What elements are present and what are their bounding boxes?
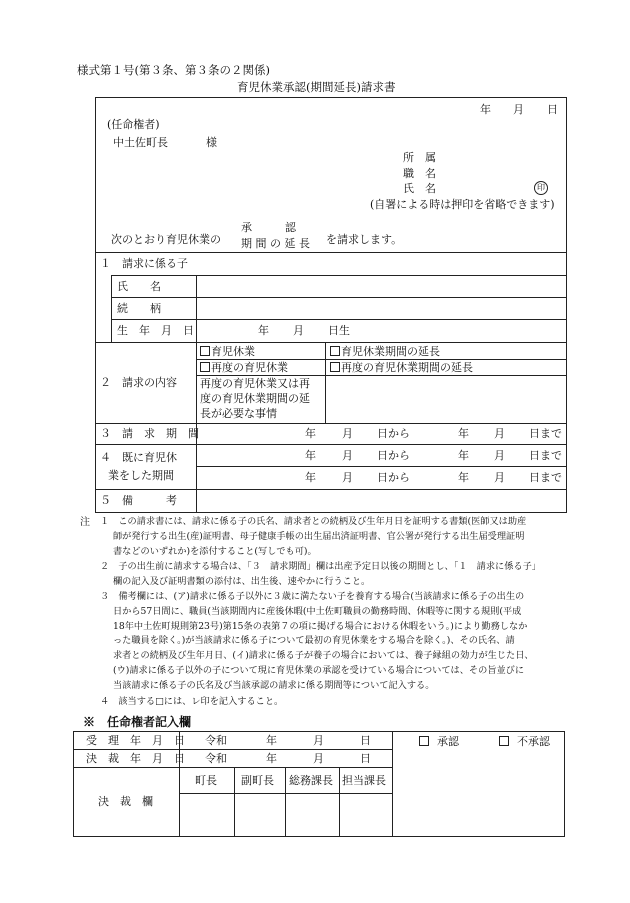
past-period1-from-month: 月 [342, 449, 353, 462]
past-period1-from-day: 日から [377, 449, 410, 462]
decision-day-unit: 日 [360, 752, 371, 765]
past-period2-from-day: 日から [377, 471, 410, 484]
reason-label-line1: 再度の育児休業又は再 [200, 377, 310, 390]
section1-title: １ 請求に係る子 [100, 257, 188, 270]
period-to-day: 日まで [529, 427, 562, 440]
past-period2-to-day: 日まで [529, 471, 562, 484]
disapprove-option[interactable]: 不承認 [499, 736, 550, 747]
dob-day-unit: 日生 [328, 324, 350, 337]
checkbox-icon [419, 736, 429, 746]
period-from-year: 年 [305, 427, 316, 440]
decision-era: 令和 [205, 752, 227, 765]
checkbox-icon [200, 362, 210, 372]
past-period1-from-year: 年 [305, 449, 316, 462]
checkbox-icon [200, 346, 210, 356]
section5-title: ５ 備 考 [100, 494, 177, 507]
period-from-month: 月 [342, 427, 353, 440]
decision-date-label: 決 裁 年 月 日 [86, 752, 185, 765]
past-period1-to-day: 日まで [529, 449, 562, 462]
note-4: ４ 該当する□には、レ印を記入すること。 [100, 696, 284, 707]
date-year-label: 年 [480, 103, 491, 116]
date-day-label: 日 [547, 103, 558, 116]
seal-mark: 印 [534, 181, 548, 195]
authority-section-title: ※ 任命権者記入欄 [83, 715, 192, 729]
section3-title: ３ 請 求 期 間 [100, 427, 199, 440]
date-month-label: 月 [513, 103, 524, 116]
section2-title: ２ 請求の内容 [100, 376, 177, 389]
decision-year-unit: 年 [266, 752, 277, 765]
signoff-deputy-mayor: 副町長 [241, 774, 274, 787]
job-title-label: 職 名 [403, 167, 436, 180]
past-period2-from-year: 年 [305, 471, 316, 484]
signoff-department-head: 担当課長 [342, 774, 386, 787]
past-period1-to-year: 年 [458, 449, 469, 462]
receipt-month-unit: 月 [313, 734, 324, 747]
checkbox-icon [330, 346, 340, 356]
request-option-approval: 承 認 [241, 221, 296, 234]
form-title: 育児休業承認(期間延長)請求書 [237, 80, 396, 94]
reason-label-line3: 長が必要な事情 [200, 407, 277, 420]
affiliation-label: 所 属 [403, 151, 436, 164]
signoff-label: 決 裁 欄 [98, 795, 153, 808]
receipt-year-unit: 年 [266, 734, 277, 747]
request-prefix: 次のとおり育児休業の [111, 233, 221, 246]
past-period2-from-month: 月 [342, 471, 353, 484]
section4-title-line2: 業をした期間 [108, 469, 174, 482]
form-number: 様式第１号(第３条、第３条の２関係) [77, 63, 270, 77]
child-relation-label: 続 柄 [117, 302, 161, 315]
note-3: ３ 備考欄には、(ア)請求に係る子以外に３歳に満たない子を養育する場合(当該請求に係る子の出生の 日から57日間に、職員(当該期間内に産後休暇(中土佐町職員の勤務時間、休暇等に関する規則(平成 18年中土佐町規則第23号)第15条の表第７の項に掲げる場合における休暇をいう。)により勤務しなか った職員を除く。)が当該請求に係る子について最初の育児休業をする場合を除く。)、その氏名、請 求者との続柄及び生年月日、(イ)請求に係る子が養子の場合においては、養子縁組の効力が生じた日、 (ウ)請求に係る子以外の子について現に育児休業の承認を受けている場合については、その旨並びに 当該請求に係る子の氏名及び当該承認の請求に係る期間等について記入する。 [100, 591, 534, 691]
past-period1-to-month: 月 [494, 449, 505, 462]
seal-note: (自署による時は押印を省略できます) [370, 198, 555, 211]
option-childcare-leave[interactable]: 育児休業 [200, 346, 255, 357]
period-from-day: 日から [377, 427, 410, 440]
reason-label-line2: 度の育児休業期間の延 [200, 392, 310, 405]
period-to-year: 年 [458, 427, 469, 440]
option-leave-extension[interactable]: 育児休業期間の延長 [330, 346, 440, 357]
dob-year-unit: 年 [258, 324, 269, 337]
section4-title-line1: ４ 既に育児休 [100, 451, 177, 464]
authority-label: (任命権者) [107, 118, 160, 131]
checkbox-icon [330, 362, 340, 372]
child-name-label: 氏 名 [117, 280, 161, 293]
option-repeat-leave[interactable]: 再度の育児休業 [200, 362, 288, 373]
request-option-extension: 期 間 の 延 長 [241, 237, 310, 250]
request-suffix: を請求します。 [326, 233, 403, 246]
past-period2-to-month: 月 [494, 471, 505, 484]
note-1: １ この請求書には、請求に係る子の氏名、請求者との続柄及び生年月日を証明する書類(医師又は助産 師が発行する出生(産)証明書、母子健康手帳の出生届出済証明書、官公署が発行する出生届受理証明 書などのいずれか)を添付すること(写しでも可)。 [100, 516, 527, 557]
notes-label: 注 [80, 517, 90, 528]
past-period2-to-year: 年 [458, 471, 469, 484]
dob-month-unit: 月 [293, 324, 304, 337]
decision-month-unit: 月 [313, 752, 324, 765]
child-dob-label: 生 年 月 日 [117, 324, 194, 337]
note-2: ２ 子の出生前に請求する場合は、「３ 請求期間」欄は出産予定日以後の期間とし、「１ 請求に係る子」 欄の記入及び証明書類の添付は、出生後、速やかに行うこと。 [100, 561, 541, 587]
receipt-era: 令和 [205, 734, 227, 747]
addressee: 中土佐町長 [113, 136, 168, 149]
receipt-date-label: 受 理 年 月 日 [86, 734, 185, 747]
applicant-name-label: 氏 名 [403, 182, 436, 195]
signoff-general-affairs: 総務課長 [289, 774, 333, 787]
honorific: 様 [206, 136, 217, 149]
approve-option[interactable]: 承認 [419, 736, 459, 747]
option-repeat-extension[interactable]: 再度の育児休業期間の延長 [330, 362, 473, 373]
signoff-mayor: 町長 [195, 774, 217, 787]
period-to-month: 月 [494, 427, 505, 440]
checkbox-icon [499, 736, 509, 746]
receipt-day-unit: 日 [360, 734, 371, 747]
